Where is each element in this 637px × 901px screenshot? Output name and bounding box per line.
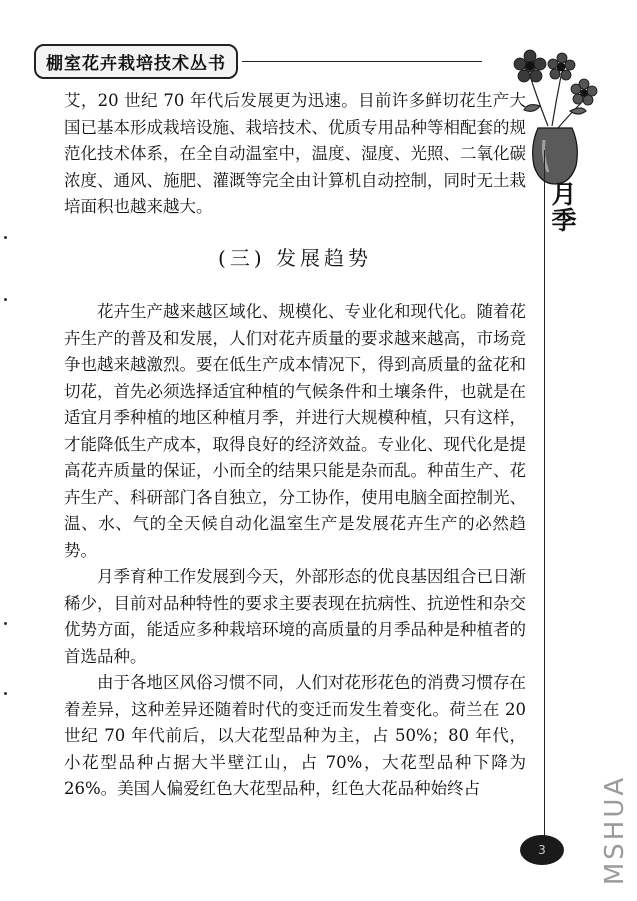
scan-mark xyxy=(4,692,7,695)
watermark xyxy=(600,770,630,890)
paragraph: 月季育种工作发展到今天，外部形态的优良基因组合已日渐稀少，目前对品种特性的要求主要表现在抗病性、抗逆性和杂交优势方面，能适应多种栽培环境的高质量的月季品种是种植者的首选品种。 xyxy=(64,567,526,666)
vase-icon xyxy=(533,128,578,184)
scan-mark xyxy=(4,298,7,301)
paragraph-intro: 艾，20 世纪 70 年代后发展更为迅速。目前许多鲜切花生产大国已基本形成栽培设施、栽培技术、优质专用品种等相配套的规范化技术体系，在全自动温室中，温度、湿度、光照、二氧化碳浓度、通风、施肥、灌溉等完全由计算机自动控制，同时无土栽培面积也越来越大。 xyxy=(64,91,526,216)
watermark-text: MSHUA xyxy=(600,774,630,886)
paragraph: 花卉生产越来越区域化、规模化、专业化和现代化。随着花卉生产的普及和发展，人们对花卉质量的要求越来越高，市场竞争也越来越激烈。要在低生产成本情况下，得到高质量的盆花和切花，首先必须选择适宜种植的气候条件和土壤条件，也就是在适宜月季种植的地区种植月季，并进行大规模种植，只有这样，才能降低生产成本，取得良好的经济效益。专业化、现代化是提高花卉质量的保证，小而全的结果只能是杂而乱。种苗生产、花卉生产、科研部门各自独立，分工协作，使用电脑全面控制光、温、水、气的全天候自动化温室生产是发展花卉生产的必然趋势。 xyxy=(64,302,526,560)
flower-icon xyxy=(571,79,597,105)
series-banner xyxy=(34,44,482,79)
paragraph: 由于各地区风俗习惯不同，人们对花形花色的消费习惯存在着差异，这种差异还随着时代的变迁而发生着变化。荷兰在 20 世纪 70 年代前后，以大花型品种为主，占 50%；80 年代，小花型品种占据大半壁江山，占 70%，大花型品种下降为 26%。美国人偏爱红色大花型品种，红色大花品种始终占 xyxy=(64,673,526,798)
scan-mark xyxy=(4,622,7,625)
side-rule xyxy=(544,150,545,840)
series-title: 棚室花卉栽培技术丛书 xyxy=(34,44,238,79)
chapter-tab: 月季 xyxy=(551,180,577,236)
banner-rule xyxy=(242,61,482,62)
flower-icon xyxy=(548,53,575,80)
body-text xyxy=(64,88,526,803)
scan-mark xyxy=(4,236,7,239)
section-heading: (三) 发展趋势 xyxy=(218,245,372,270)
page-number: 3 xyxy=(520,835,564,865)
